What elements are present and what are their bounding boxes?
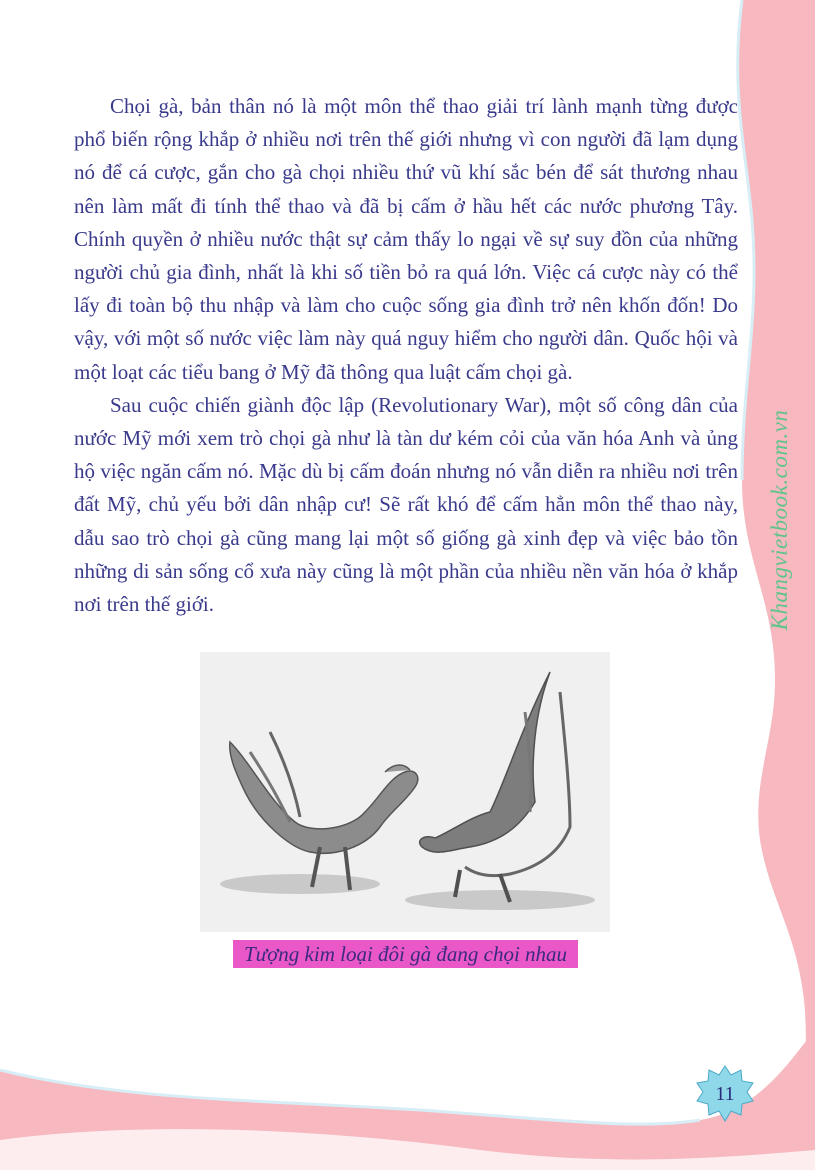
watermark-text: Khangvietbook.com.vn xyxy=(767,409,792,631)
body-text xyxy=(74,90,738,621)
rooster-figurines-photo xyxy=(200,652,610,932)
paragraph-2: Sau cuộc chiến giành độc lập (Revolutionary War), một số công dân của nước Mỹ mới xem trò chọi gà như là tàn dư kém cỏi của văn hóa Anh và ủng hộ việc ngăn cấm nó. Mặc dù bị cấm đoán nhưng nó vẫn diễn ra nhiều nơi trên đất Mỹ, chủ yếu bởi dân nhập cư! Sẽ rất khó để cấm hẳn môn thể thao này, dẫu sao trò chọi gà cũng mang lại một số giống gà xinh đẹp và việc bảo tồn những di sản sống cổ xưa này cũng là một phần của nhiều nền văn hóa ở khắp nơi trên thế giới. xyxy=(74,392,738,617)
figure-caption: Tượng kim loại đôi gà đang chọi nhau xyxy=(233,940,578,968)
paragraph-1: Chọi gà, bản thân nó là một môn thể thao giải trí lành mạnh từng được phổ biến rộng khắp ở nhiều nơi trên thế giới nhưng vì con người đã lạm dụng nó để cá cược, gắn cho gà chọi nhiều thứ vũ khí sắc bén để sát thương nhau nên làm mất đi tính thể thao và đã bị cấm ở hầu hết các nước phương Tây. Chính quyền ở nhiều nước thật sự cảm thấy lo ngại về sự suy đồn của những người chủ gia đình, nhất là khi số tiền bỏ ra quá lớn. Việc cá cược này có thể lấy đi toàn bộ thu nhập và làm cho cuộc sống gia đình trở nên khốn đốn! Do vậy, với một số nước việc làm này quá nguy hiểm cho người dân. Quốc hội và một loạt các tiểu bang ở Mỹ đã thông qua luật cấm chọi gà. xyxy=(74,94,738,384)
page-number: 11 xyxy=(715,1083,735,1105)
